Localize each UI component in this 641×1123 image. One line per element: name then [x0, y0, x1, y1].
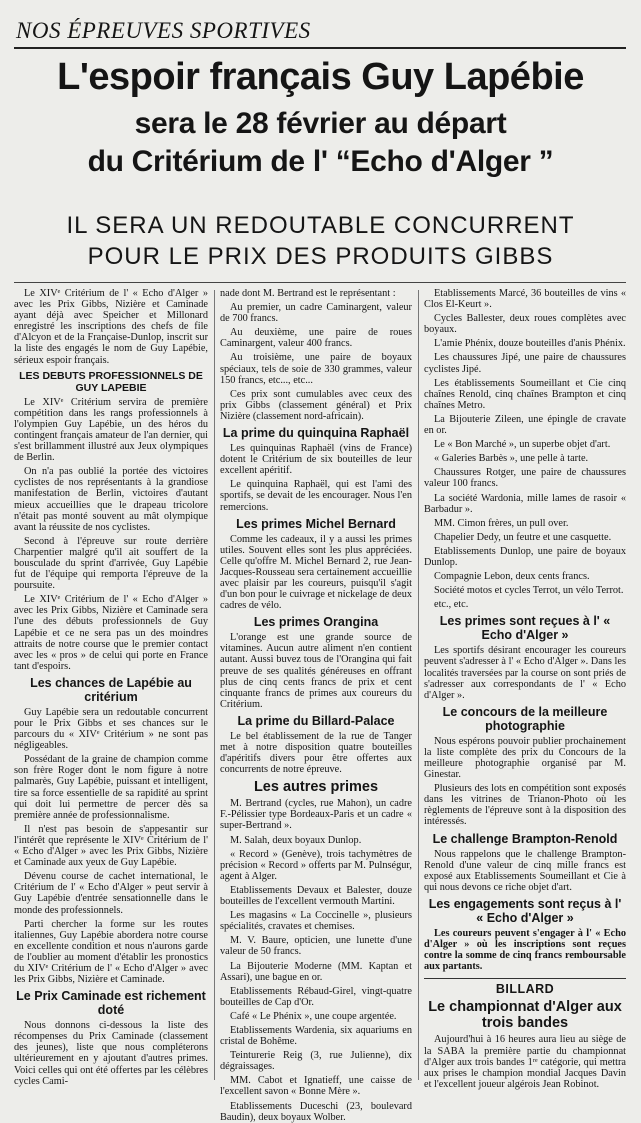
paragraph: Cycles Ballester, deux roues complètes avec boyaux.	[424, 313, 626, 336]
paragraph: Les établissements Soumeillant et Cie cinq chaînes Renold, cinq chaînes Brampton et cinq chaînes Metro.	[424, 377, 626, 411]
subheadline-line-1: IL SERA UN REDOUTABLE CONCURRENT	[66, 212, 575, 239]
paragraph: La Bijouterie Moderne (MM. Kaptan et Assari), une bague en or.	[220, 960, 412, 983]
paragraph: M. V. Baure, opticien, une lunette d'une valeur de 50 francs.	[220, 935, 412, 958]
paragraph: Les magasins « La Coccinelle », plusieurs spécialités, cravates et chemises.	[220, 910, 412, 933]
headline-line-1: L'espoir français Guy Lapébie	[57, 56, 584, 98]
paragraph: nade dont M. Bertrand est le représentant :	[220, 288, 396, 299]
section-heading: Les autres primes	[253, 779, 379, 796]
paragraph: Société motos et cycles Terrot, un vélo Terrot.	[434, 585, 624, 597]
section-heading: Les chances de Lapébie au critérium	[30, 675, 192, 704]
article-column-1	[14, 288, 208, 1087]
rubric-rule	[14, 47, 626, 49]
section-heading: Le championnat d'Alger aux trois bandes	[428, 999, 622, 1032]
section-heading: Le Prix Caminade est richement doté	[16, 989, 206, 1018]
column-rule-2	[418, 290, 419, 1080]
paragraph: etc., etc.	[434, 599, 469, 611]
paragraph: Nous donnons ci-dessous la liste des récompenses du Prix Caminade (classement des jeunes), liste que nous compléterons ultérieurement en y ajoutant d'autres primes. Voici celles qui ont été offertes par les célèbres cycles Cami-	[14, 1020, 208, 1087]
paragraph: « Galeries Barbès », une pelle à tarte.	[434, 453, 589, 465]
paragraph: Le XIVᵉ Critérium servira de première compétition dans les rangs professionnels à l'olympien Guy Lapébie, un des héros du contingent français amateur de l'an dernier, qui s'est brillamment illustré aux Jeux olympiques de Berlin.	[14, 396, 208, 464]
paragraph: Le XIVᵉ Critérium de l' « Echo d'Alger » avec les Prix Gibbs, Nizière et Caminade sera l'une des débuts professionnels de Guy Lapébie et ce ne sera pas un des moindres attraits de notre course que le premier contact avec les « pros » de celui qui porte en France tant d'espoirs.	[14, 594, 208, 672]
paragraph: L'amie Phénix, douze bouteilles d'anis Phénix.	[434, 338, 626, 350]
paragraph: Le « Bon Marché », un superbe objet d'art.	[434, 439, 611, 451]
paragraph: « Record » (Genève), trois tachymètres de précision « Record » offerts par M. Pulnségur, agent à Alger.	[220, 848, 412, 882]
paragraph: Parti chercher la forme sur les routes italiennes, Guy Lapébie abordera notre course en excellente condition et nous n'aurons garde de l'oublier au moment d'établir les pronostics du XIVᵉ Critérium de l' « Echo d'Alger » avec les Prix Gibbs, Nizière et Caminade.	[14, 918, 208, 986]
paragraph: MM. Cimon frères, un pull over.	[434, 517, 569, 529]
paragraph: Le bel établissement de la rue de Tanger met à notre disposition quatre bouteilles d'apéritifs divers pour être offertes aux concurrents de notre épreuve.	[220, 730, 412, 776]
paragraph: Les quinquinas Raphaël (vins de France) dotent le Critérium de six bouteilles de leur excellent apéritif.	[220, 443, 412, 477]
paragraph: Possédant de la graine de champion comme son frère Roger dont le nom figure à notre palmarès, Guy Lapébie, puissant et intelligent, tire sa force essentielle de sa rapidité au sprint qui doit lui permettre de percer dès sa première année de professionnalisme.	[14, 754, 208, 821]
paragraph: Dévenu course de cachet international, le Critérium de l' « Echo d'Alger » peut servir à Guy Lapébie d'entrée sensationnelle dans le monde des professionnels.	[14, 871, 208, 916]
section-heading: Les primes Orangina	[253, 615, 379, 630]
paragraph: Nous rappelons que le challenge Brampton-Renold d'une valeur de cinq mille francs est exposé aux Etablissements Soumeillant et Cie à qui nous devons ce riche objet d'art.	[424, 848, 626, 893]
section-heading: Les engagements sont reçus à l' « Echo d'Alger »	[428, 896, 622, 925]
paragraph: Teinturerie Reig (3, rue Julienne), dix dégraissages.	[220, 1050, 412, 1073]
subheadline-rule	[14, 282, 626, 283]
headline-line-3: du Critérium de l' “Echo d'Alger ”	[87, 145, 554, 178]
paragraph: Café « Le Phénix », une coupe argentée.	[230, 1010, 397, 1022]
paragraph: Les coureurs peuvent s'engager à l' « Echo d'Alger » où les inscriptions sont reçues contre la somme de cinq francs remboursable aux partants.	[424, 927, 626, 973]
paragraph: L'orange est une grande source de vitamines. Aucun autre aliment n'en contient autant. Aussi buvez tous de l'Orangina qui fait preuve de ses qualités généreuses en offrant plus de cinq cents francs de prix et cent cinquante francs de primes aux coureurs du Critérium.	[220, 632, 412, 710]
paragraph: Le quinquina Raphaël, qui est l'ami des sportifs, se devait de les encourager. Nous l'en remercions.	[220, 479, 412, 513]
paragraph: Etablissements Duceschi (23, boulevard Baudin), deux boyaux Wolber.	[220, 1100, 412, 1123]
paragraph: Au deuxième, une paire de roues Caminargent, valeur 400 francs.	[220, 327, 412, 350]
paragraph: On n'a pas oublié la portée des victoires cyclistes de nos représentants à la grandiose manifestation de Berlin, victoires d'autant mieux accueillies que le drapeau tricolore n'était pas monté souvent au mât olympique avant la réussite de nos cyclistes.	[14, 466, 208, 533]
paragraph: Aujourd'hui à 16 heures aura lieu au siège de la SABA la première partie du championnat d'Alger aux trois bandes 1ʳᵉ catégorie, qui mettra aux prises le champion mondial Jacques Davin et l'excellent joueur algérois Jean Robinot.	[424, 1034, 626, 1090]
paragraph: Le XIVᵉ Critérium de l' « Echo d'Alger » avec les Prix Gibbs, Nizière et Caminade ayant déjà avec Speicher et Millonard enregistré les inscriptions des chefs de file d'Alcyon et de la Française-Dunlop, inscrit sur la liste des engagés le nom de Guy Lapébie, sérieux espoir français.	[14, 288, 208, 366]
section-heading: Les primes Michel Bernard	[236, 516, 396, 531]
paragraph: Au premier, un cadre Caminargent, valeur de 700 francs.	[220, 302, 412, 325]
paragraph: Ces prix sont cumulables avec ceux des prix Gibbs (classement général) et Prix Nizière (classement nord-africain).	[220, 388, 412, 422]
paragraph: Second à l'épreuve sur route derrière Charpentier malgré qu'il ait souffert de la bousculade du sprint d'arrivée, Guy Lapébie fut de l'équipe qui remporta l'épreuve de la poursuite.	[14, 535, 208, 592]
subheadline-line-2: POUR LE PRIX DES PRODUITS GIBBS	[87, 243, 554, 270]
section-heading: La prime du Billard-Palace	[237, 713, 395, 728]
paragraph: Les chaussures Jipé, une paire de chaussures cyclistes Jipé.	[424, 352, 626, 375]
paragraph: Au troisième, une paire de boyaux spéciaux, tels de soie de 330 grammes, valeur 150 francs, etc..., etc...	[220, 352, 412, 386]
section-heading: La prime du quinquina Raphaël	[222, 426, 410, 441]
section-heading: Le challenge Brampton-Renold	[432, 831, 618, 846]
paragraph: La Bijouterie Zileen, une épingle de cravate en or.	[424, 413, 626, 437]
section-heading: LES DEBUTS PROFESSIONNELS DE GUY LAPEBIE	[19, 369, 203, 394]
article-column-3	[424, 288, 626, 1090]
paragraph: Etablissements Rébaud-Girel, vingt-quatre bouteilles de Cap d'Or.	[220, 985, 412, 1008]
paragraph: La société Wardonia, mille lames de rasoir « Barbadur ».	[424, 492, 626, 515]
paragraph: M. Salah, deux boyaux Dunlop.	[230, 834, 362, 846]
paragraph: Etablissements Devaux et Balester, douze bouteilles de l'excellent vermouth Martini.	[220, 884, 412, 908]
section-label: BILLARD	[495, 982, 555, 997]
article-column-2	[220, 288, 412, 1123]
paragraph: Etablissements Wardenia, six aquariums en cristal de Bohême.	[220, 1024, 412, 1048]
paragraph: Nous espérons pouvoir publier prochainement la liste complète des prix du Concours de la meilleure photographie organisé par M. Ginestar.	[424, 735, 626, 781]
paragraph: MM. Cabot et Ignatieff, une caisse de l'excellent savon « Bonne Mère ».	[220, 1075, 412, 1098]
paragraph: Chaussures Rotger, une paire de chaussures valeur 100 francs.	[424, 467, 626, 490]
headline-line-2: sera le 28 février au départ	[134, 107, 507, 140]
column-rule-1	[214, 290, 215, 1080]
paragraph: Etablissements Marcé, 36 bouteilles de vins « Clos El-Keurt ».	[424, 288, 626, 311]
paragraph: Les sportifs désirant encourager les coureurs peuvent s'adresser à l' « Echo d'Alger ». Dans les localités traversées par la course on sont priés de s'adresser aux correspondants de l' « Echo d'Alger ».	[424, 645, 626, 701]
paragraph: M. Bertrand (cycles, rue Mahon), un cadre F.-Pélissier type Bordeaux-Paris et un cadre « super-Bertrand ».	[220, 798, 412, 832]
paragraph: Il n'est pas besoin de s'appesantir sur l'intérêt que représente le XIVᵉ Critérium de l' « Echo d'Alger » avec les Prix Gibbs, Nizière et Caminade aux yeux de Guy Lapébie.	[14, 823, 208, 869]
paragraph: Guy Lapébie sera un redoutable concurrent pour le Prix Gibbs et ses chances sur le parcours du « XIVᵉ Critérium » ne sont pas négligeables.	[14, 706, 208, 752]
paragraph: Plusieurs des lots en compétition sont exposés dans les vitrines de Trianon-Photo où les règlements de l'épreuve sont à la disposition des intéressés.	[424, 783, 626, 828]
paragraph: Comme les cadeaux, il y a aussi les primes utiles. Souvent elles sont les plus appréciées. Celle qu'offre M. Michel Bernard 2, rue Jean-Jacques-Rousseau sera certainement accueillie avec plaisir par les coureurs, puisqu'il s'agit d'un bon pour le cuivrage et nickelage de deux cadres de vélo.	[220, 533, 412, 612]
section-heading: Les primes sont reçues à l' « Echo d'Alger »	[439, 614, 611, 643]
paragraph: Chapelier Dedy, un feutre et une casquette.	[434, 531, 612, 543]
section-rubric: NOS ÉPREUVES SPORTIVES	[16, 18, 311, 43]
paragraph: Compagnie Lebon, deux cents francs.	[434, 571, 590, 583]
billard-section	[424, 978, 626, 1090]
paragraph: Etablissements Dunlop, une paire de boyaux Dunlop.	[424, 545, 626, 568]
section-heading: Le concours de la meilleure photographie	[442, 704, 608, 733]
